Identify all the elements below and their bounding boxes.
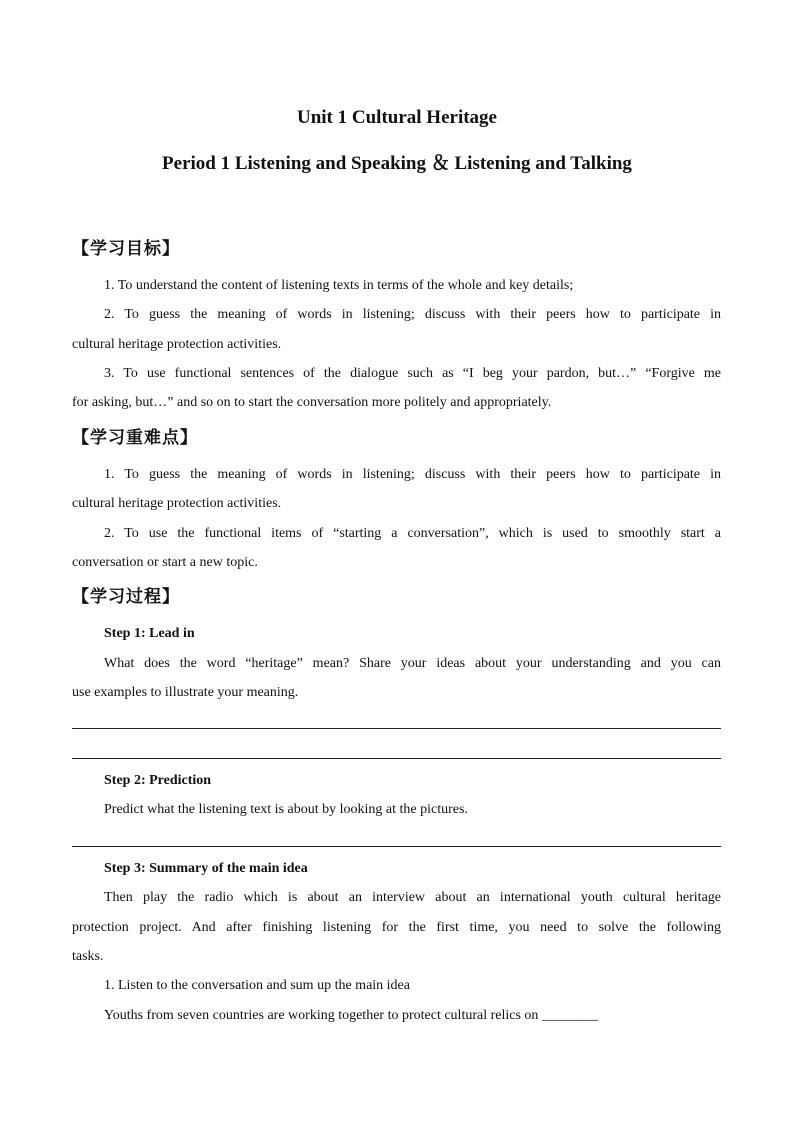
step-3-line-2: protection project. And after finishing listening for the first time, you need to solve the following	[72, 920, 721, 935]
objective-item-3-line-2: for asking, but…” and so on to start the conversation more politely and appropriately.	[72, 395, 552, 410]
document-subtitle: Period 1 Listening and Speaking ＆ Listening and Talking	[162, 153, 632, 174]
step-3-title: Step 3: Summary of the main idea	[104, 861, 308, 876]
step-1-title: Step 1: Lead in	[104, 626, 195, 641]
step-2-line-1: Predict what the listening text is about by looking at the pictures.	[104, 802, 468, 817]
answer-line-2[interactable]	[72, 758, 721, 759]
document-title: Unit 1 Cultural Heritage	[296, 107, 497, 128]
objectives-heading: 【学习目标】	[72, 239, 180, 259]
objective-item-2-line-1: 2. To guess the meaning of words in listening; discuss with their peers how to participate in	[104, 307, 721, 322]
process-heading: 【学习过程】	[72, 587, 180, 607]
key-points-heading: 【学习重难点】	[72, 428, 198, 448]
objective-item-3-line-1: 3. To use functional sentences of the dialogue such as “I beg your pardon, but…” “Forgive me	[104, 366, 721, 381]
step-1-line-2: use examples to illustrate your meaning.	[72, 685, 299, 700]
objective-item-1: 1. To understand the content of listening texts in terms of the whole and key details;	[104, 278, 574, 293]
step-1-line-1: What does the word “heritage” mean? Share your ideas about your understanding and you can	[104, 656, 721, 671]
step-3-line-3: tasks.	[72, 949, 104, 964]
objective-item-2-line-2: cultural heritage protection activities.	[72, 337, 282, 352]
step-3-line-1: Then play the radio which is about an interview about an international youth cultural heritage	[104, 890, 721, 905]
answer-line-3[interactable]	[72, 846, 721, 847]
answer-line-1[interactable]	[72, 728, 721, 729]
key-point-2-line-1: 2. To use the functional items of “starting a conversation”, which is used to smoothly start a	[104, 526, 721, 541]
step-3-task-1: 1. Listen to the conversation and sum up the main idea	[104, 978, 410, 993]
key-point-1-line-2: cultural heritage protection activities.	[72, 496, 282, 511]
key-point-1-line-1: 1. To guess the meaning of words in listening; discuss with their peers how to participate in	[104, 467, 721, 482]
step-3-task-1-fill-in[interactable]: Youths from seven countries are working together to protect cultural relics on ________	[104, 1008, 598, 1023]
step-2-title: Step 2: Prediction	[104, 773, 212, 788]
key-point-2-line-2: conversation or start a new topic.	[72, 555, 258, 570]
